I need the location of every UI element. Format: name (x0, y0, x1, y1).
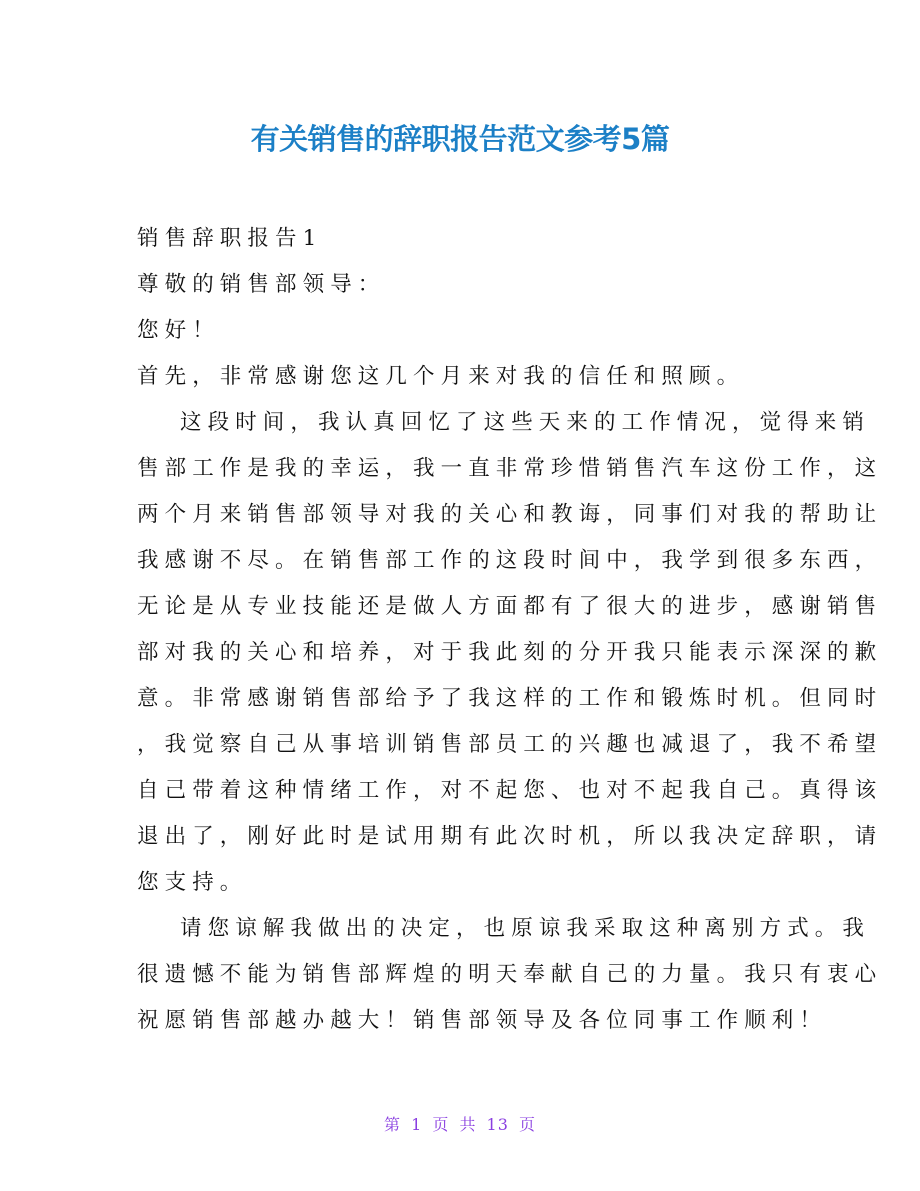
text-line: 祝愿销售部越办越大！销售部领导及各位同事工作顺利！ (137, 1008, 828, 1033)
text-line: 售部工作是我的幸运，我一直非常珍惜销售汽车这份工作，这 (137, 456, 883, 481)
text-line: 两个月来销售部领导对我的关心和教诲，同事们对我的帮助让 (137, 502, 883, 527)
text-line: 销售辞职报告1 (137, 226, 323, 251)
text-line: 首先，非常感谢您这几个月来对我的信任和照顾。 (137, 364, 745, 389)
page-number-footer: 第 1 页 共 13 页 (384, 1115, 536, 1134)
paragraph-thanks (137, 354, 787, 400)
text-line: 自己带着这种情绪工作，对不起您、也对不起我自己。真得该 (137, 778, 883, 803)
text-line: 无论是从专业技能还是做人方面都有了很大的进步，感谢销售 (137, 594, 883, 619)
document-title: 有关销售的辞职报告范文参考5篇 (250, 122, 670, 156)
text-line: 您支持。 (137, 870, 248, 895)
paragraph-closing (137, 906, 883, 1044)
text-line: 部对我的关心和培养，对于我此刻的分开我只能表示深深的歉 (137, 640, 883, 665)
text-line: ，我觉察自己从事培训销售部员工的兴趣也减退了，我不希望 (137, 732, 883, 757)
text-line: 请您谅解我做出的决定，也原谅我采取这种离别方式。我 (180, 916, 871, 941)
paragraph-main (137, 400, 883, 906)
text-line: 退出了，刚好此时是试用期有此次时机，所以我决定辞职，请 (137, 824, 883, 849)
paragraph-greeting (137, 308, 787, 354)
text-line: 您好！ (137, 318, 220, 343)
text-line: 尊敬的销售部领导： (137, 272, 386, 297)
text-line: 意。非常感谢销售部给予了我这样的工作和锻炼时机。但同时 (137, 686, 883, 711)
text-line: 我感谢不尽。在销售部工作的这段时间中，我学到很多东西， (137, 548, 883, 573)
text-line: 这段时间，我认真回忆了这些天来的工作情况，觉得来销 (180, 410, 871, 435)
paragraph-heading (137, 216, 787, 262)
text-line: 很遗憾不能为销售部辉煌的明天奉献自己的力量。我只有衷心 (137, 962, 883, 987)
document-body (137, 216, 883, 1044)
paragraph-salutation (137, 262, 787, 308)
